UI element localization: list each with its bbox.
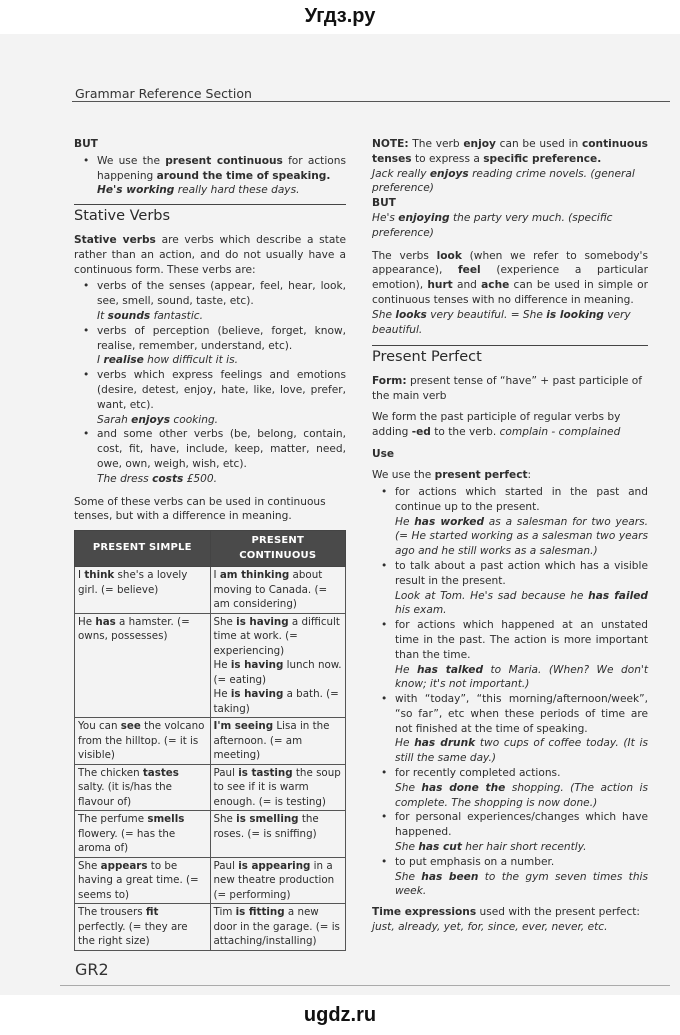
table-row <box>75 567 346 614</box>
table-row <box>75 811 346 858</box>
list-item: • to put emphasis on a number. She has been to the gym seven times this week. <box>372 855 648 899</box>
table-cell: Paul is appearing in a new theatre production (= performing) <box>210 857 346 904</box>
table-row <box>75 613 346 718</box>
example-sentence: He's working really hard these days. <box>97 184 300 197</box>
list-item: • for personal experiences/changes which have happened. She has cut her hair short recently. <box>372 810 648 854</box>
list-item: • verbs of perception (believe, forget, know, realise, remember, understand, etc). I realise how difficult it is. <box>74 324 346 368</box>
section-heading-stative: Stative Verbs <box>74 204 346 227</box>
example-sentence: It sounds fantastic. <box>97 309 203 322</box>
table-row <box>75 718 346 765</box>
column-header-present-continuous: PRESENT CONTINUOUS <box>210 531 346 567</box>
list-item: • verbs of the senses (appear, feel, hear, look, see, smell, sound, taste, etc). It sounds fantastic. <box>74 279 346 323</box>
table-cell: I am thinking about moving to Canada. (= am considering) <box>210 567 346 614</box>
table-cell: He has a hamster. (= owns, possesses) <box>75 613 211 718</box>
column-header-present-simple: PRESENT SIMPLE <box>75 531 211 567</box>
table-cell: She is smelling the roses. (= is sniffing) <box>210 811 346 858</box>
header-rule <box>72 101 670 102</box>
example-sentence: He's enjoying the party very much. (specific preference) <box>372 211 613 239</box>
table-cell: I'm seeing Lisa in the afternoon. (= am meeting) <box>210 718 346 765</box>
example-sentence: Sarah enjoys cooking. <box>97 413 219 426</box>
table-cell: The perfume smells flowery. (= has the aroma of) <box>75 811 211 858</box>
site-watermark-bottom[interactable]: ugdz.ru <box>0 995 680 1035</box>
stative-comparison-table <box>74 530 346 951</box>
example-sentence: He has talked to Maria. (When? We don't know; it's not important.) <box>395 663 649 691</box>
table-cell: Tim is fitting a new door in the garage. (= is attaching/installing) <box>210 904 346 951</box>
stative-list <box>74 279 346 486</box>
example-sentence: He has drunk two cups of coffee today. (It is still the same day.) <box>395 737 648 765</box>
form-line: Form: present tense of “have” + past participle of the main verb <box>372 375 643 402</box>
left-column <box>74 137 346 951</box>
table-cell: She appears to be having a great time. (= seems to) <box>75 857 211 904</box>
table-row <box>75 857 346 904</box>
list-item: • for recently completed actions. She has done the shopping. (The action is complete. The shopping is now done.) <box>372 766 648 810</box>
past-participle-paragraph: We form the past participle of regular verbs by adding -ed to the verb. complain - complained <box>372 410 621 438</box>
right-column <box>372 137 648 935</box>
table-cell: She is having a difficult time at work. (= experiencing) He is having lunch now. (= eating) He is having a bath. (= taking) <box>210 613 346 718</box>
section-heading-present-perfect: Present Perfect <box>372 345 648 368</box>
page-number: GR2 <box>75 960 109 979</box>
stative-note: Some of these verbs can be used in continuous tenses, but with a difference in meaning. <box>74 495 326 523</box>
list-item: • for actions which started in the past and continue up to the present. He has worked as a salesman for two years. (= He started working as a salesman two years ago and he still works as a salesman.) <box>372 485 648 559</box>
site-watermark-top[interactable]: Угдз.ру <box>0 0 680 34</box>
stative-intro: Stative verbs are verbs which describe a state rather than an action, and do not usually have a continuous form. These verbs are: <box>74 233 346 276</box>
example-sentence: I realise how difficult it is. <box>97 354 238 367</box>
example-sentence: She has cut her hair short recently. <box>395 841 587 854</box>
example-sentence: Look at Tom. He's sad because he has failed his exam. <box>395 589 648 617</box>
table-header-row <box>75 531 346 567</box>
example-sentence: She has been to the gym seven times this week. <box>395 870 648 898</box>
example-sentence: She looks very beautiful. = She is looking very beautiful. <box>372 308 631 336</box>
time-expressions: Time expressions used with the present perfect: just, already, yet, for, since, ever, never, etc. <box>372 906 640 934</box>
note-paragraph: NOTE: The verb enjoy can be used in continuous tenses to express a specific preference. <box>372 138 648 165</box>
note-enjoy-block <box>372 137 648 241</box>
running-title: Grammar Reference Section <box>75 86 252 101</box>
table-cell: The trousers fit perfectly. (= they are the right size) <box>75 904 211 951</box>
but-label: BUT <box>74 138 98 150</box>
list-item: • verbs which express feelings and emotions (desire, detest, enjoy, hate, like, love, prefer, want, etc). Sarah enjoys cooking. <box>74 368 346 427</box>
example-sentence: She has done the shopping. (The action is complete. The shopping is now done.) <box>395 781 648 809</box>
list-item: • We use the present continuous for actions happening around the time of speaking. He's working really hard these days. <box>74 154 346 198</box>
use-label: Use <box>372 448 395 461</box>
use-intro: We use the present perfect: <box>372 469 532 482</box>
footer-rule <box>60 985 670 986</box>
use-list <box>372 485 648 899</box>
but-label: BUT <box>372 197 396 210</box>
table-row <box>75 904 346 951</box>
list-item: • for actions which happened at an unstated time in the past. The action is more important than the time. He has talked to Maria. (When? We don't know; it's not important.) <box>372 618 648 692</box>
table-cell: Paul is tasting the soup to see if it is warm enough. (= is testing) <box>210 764 346 811</box>
list-item: • to talk about a past action which has a visible result in the present. Look at Tom. He's sad because he has failed his exam. <box>372 559 648 618</box>
table-cell: The chicken tastes salty. (it is/has the flavour of) <box>75 764 211 811</box>
example-sentence: Jack really enjoys reading crime novels. (general preference) <box>372 167 635 195</box>
list-item: • and some other verbs (be, belong, contain, cost, fit, have, include, keep, matter, need, owe, own, weigh, wish, etc). The dress costs £500. <box>74 427 346 486</box>
example-sentence: He has worked as a salesman for two years. (= He started working as a salesman two years ago and he still works as a salesman.) <box>395 515 648 558</box>
but-continuous-block <box>74 137 346 198</box>
table-cell: You can see the volcano from the hilltop. (= it is visible) <box>75 718 211 765</box>
list-item: • with “today”, “this morning/afternoon/week”, “so far”, etc when these periods of time are not finished at the time of speaking. He has drunk two cups of coffee today. (It is still the same day.) <box>372 692 648 766</box>
example-sentence: The dress costs £500. <box>97 472 218 485</box>
but-list <box>74 154 346 198</box>
table-cell: I think she's a lovely girl. (= believe) <box>75 567 211 614</box>
look-feel-paragraph: The verbs look (when we refer to somebody's appearance), feel (experience a particular emotion), hurt and ache can be used in simple or continuous tenses with no difference in meaning. <box>372 249 648 306</box>
table-row <box>75 764 346 811</box>
